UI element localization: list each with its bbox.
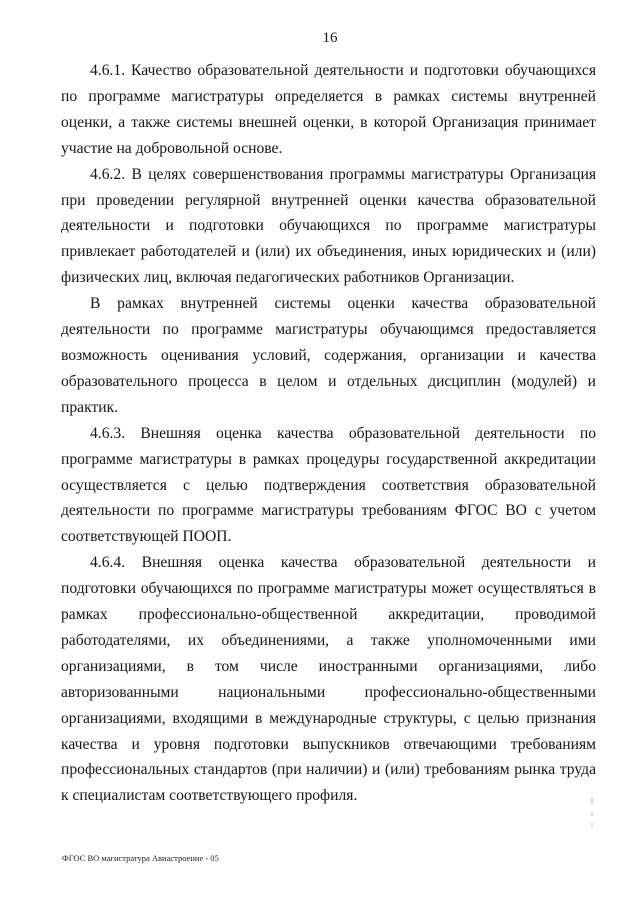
paragraph-4-6-4: 4.6.4. Внешняя оценка качества образовательной деятельности и подготовки обучающихся по программе магистратуры может осуществляться в рамках профессионально-общественной аккредитации, проводимой работодателями, их объединениями, а также уполномоченными ими организациями, в том числе иностранными организациями, либо авторизованными национальными профессионально-общественными организациями, входящими в международные структуры, с целью признания качества и уровня подготовки выпускников отвечающими требованиям профессиональных стандартов (при наличии) и (или) требованиям рынка труда к специалистам соответствующего профиля. — [61, 554, 596, 805]
paragraph-internal-assessment: В рамках внутренней системы оценки качества образовательной деятельности по программе магистратуры обучающимся предоставляется возможность оценивания условий, содержания, организации и качества образовательного процесса в целом и отдельных дисциплин (модулей) и практик. — [61, 295, 596, 416]
document-body — [61, 58, 596, 809]
paragraph-4-6-1: 4.6.1. Качество образовательной деятельности и подготовки обучающихся по программе магистратуры определяется в рамках системы внутренней оценки, а также системы внешней оценки, в которой Организация принимает участие на добровольной основе. — [61, 62, 596, 157]
paragraph-4-6-2: 4.6.2. В целях совершенствования программы магистратуры Организация при проведении регулярной внутренней оценки качества образовательной деятельности и подготовки обучающихся по программе магистратуры привлекает работодателей и (или) их объединения, иных юридических и (или) физических лиц, включая педагогических работников Организации. — [61, 165, 596, 287]
scan-artifact — [591, 798, 593, 828]
paragraph-4-6-3: 4.6.3. Внешняя оценка качества образовательной деятельности по программе магистратуры в рамках процедуры государственной аккредитации осуществляется с целью подтверждения соответствия образовательной деятельности по программе магистратуры требованиям ФГОС ВО с учетом соответствующей ПООП. — [61, 424, 596, 546]
page-number: 16 — [322, 30, 338, 46]
page-footer: ФГОС ВО магистратура Авиастроение - 05 — [62, 853, 219, 863]
